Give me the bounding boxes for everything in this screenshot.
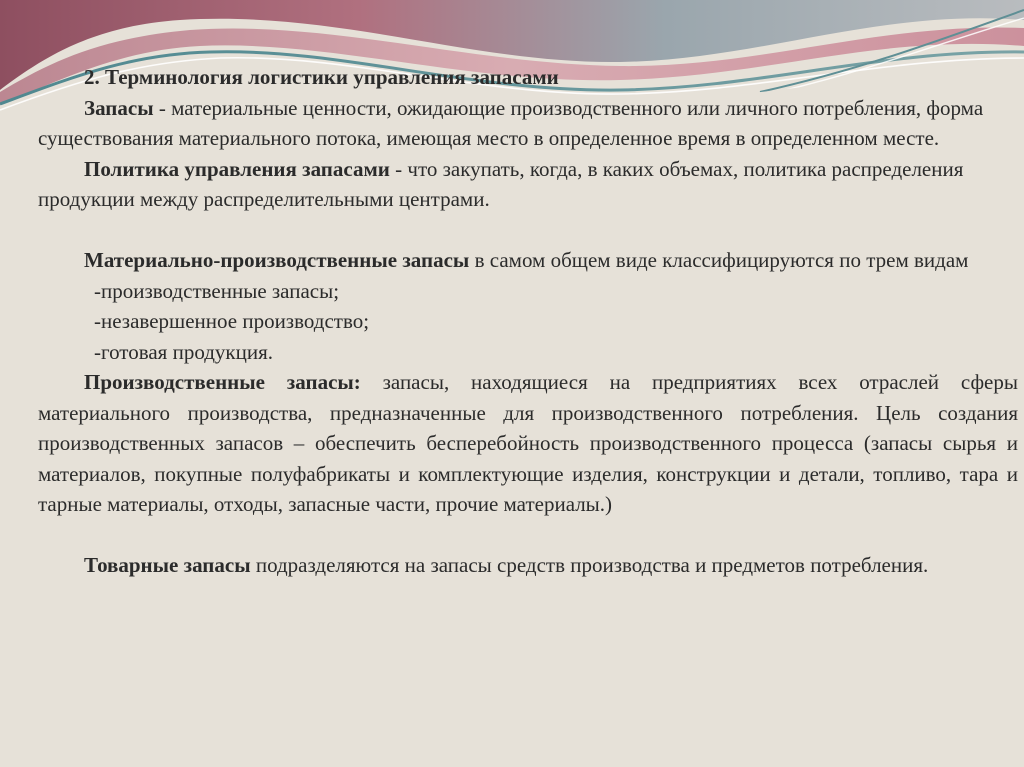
paragraph-mpz [38,245,1018,276]
paragraph-goods-stocks [38,550,1018,581]
definition-goods-stocks: подразделяются на запасы средств производства и предметов потребления. [250,553,929,577]
paragraph-zapasy [38,93,1018,154]
term-policy: Политика управления запасами [84,156,390,181]
spacer [38,520,1018,551]
spacer [38,215,1018,246]
term-production-stocks: Производственные запасы: [84,370,361,394]
slide-body [38,62,1018,581]
list-item: -готовая продукция. [94,339,273,364]
term-goods-stocks: Товарные запасы [84,553,251,577]
definition-mpz: в самом общем виде классифицируются по трем видам [469,248,969,272]
definition-zapasy: - материальные ценности, ожидающие производственного или личного потребления, форма существования материального потока, имеющая место в определенное время в определенном месте. [38,95,984,150]
term-zapasy: Запасы [84,95,154,120]
definition-policy: - что закупать, когда, в каких объемах, политика распределения продукции между распределительными центрами. [38,156,964,211]
paragraph-policy [38,154,1018,215]
list-item: -незавершенное производство; [94,309,370,333]
definition-production-stocks: запасы, находящиеся на предприятиях всех отраслей сферы материального производства, предназначенные для производственного потребления. Цель создания производственных запасов – обеспечить бесперебойность производственного процесса (запасы сырья и материалов, покупные полуфабрикаты и комплектующие изделия, конструкции и детали, топливо, тара и тарные материалы, отходы, запасные части, прочие материалы.) [38,370,1018,516]
term-mpz: Материально-производственные запасы [84,248,470,272]
list-item: -производственные запасы; [94,278,340,303]
slide-heading: 2. Терминология логистики управления запасами [84,65,559,89]
paragraph-production-stocks [38,367,1018,520]
